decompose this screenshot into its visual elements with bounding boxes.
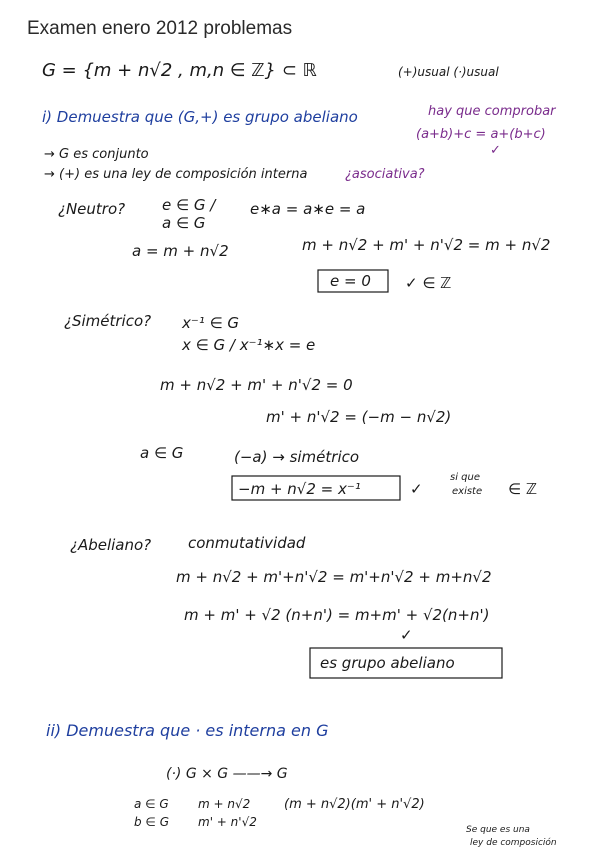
commutativity-check: ✓ (400, 626, 413, 644)
neutral-question: ¿Neutro? (58, 200, 126, 218)
symmetric-result: −m + n√2 = x⁻¹ (238, 480, 361, 498)
abelian-question: ¿Abeliano? (70, 536, 152, 554)
operation-map: (·) G × G ——→ G (166, 766, 288, 782)
commutativity-equation-2: m + m' + √2 (n+n') = m+m' + √2(n+n') (184, 606, 490, 624)
commutativity-equation-1: m + n√2 + m'+n'√2 = m'+n'√2 + m+n√2 (176, 568, 492, 586)
neutral-condition-1: e ∈ G / (162, 196, 216, 214)
neutral-result: e = 0 (330, 272, 371, 290)
symmetric-in-z: ∈ ℤ (508, 480, 538, 498)
sum-equation: m + n√2 + m' + n'√2 = m + n√2 (302, 236, 551, 254)
neutral-in-z: ✓ ∈ ℤ (405, 274, 452, 292)
a-expression: m + n√2 (198, 797, 251, 811)
symmetric-equation-2: m' + n'√2 = (−m − n√2) (266, 408, 452, 426)
operations-note: (+)usual (·)usual (398, 65, 499, 79)
side-note-4: ley de composición (470, 838, 557, 848)
side-note-3: Se que es una (466, 825, 530, 835)
point-set: → G es conjunto (44, 147, 149, 162)
point-internal-law: → (+) es una ley de composición interna (44, 167, 308, 182)
a-in-g-2: a ∈ G (134, 797, 169, 811)
associativity-question: ¿asociativa? (345, 167, 425, 182)
check-mark: ✓ (490, 143, 501, 158)
page-title: Examen enero 2012 problemas (27, 18, 293, 39)
symmetric-note: (−a) → simétrico (234, 448, 360, 466)
symmetric-condition-2: x ∈ G / x⁻¹∗x = e (182, 336, 316, 354)
symmetric-question: ¿Simétrico? (64, 312, 152, 330)
neutral-condition-2: a ∈ G (162, 214, 206, 232)
associativity-check: (a+b)+c = a+(b+c) (416, 127, 546, 142)
neutral-equation: e∗a = a∗e = a (250, 200, 366, 218)
product-expression: (m + n√2)(m' + n'√2) (284, 797, 425, 812)
symmetric-condition-1: x⁻¹ ∈ G (182, 314, 240, 332)
a-in-g: a ∈ G (140, 444, 184, 462)
side-note-1: si que (450, 472, 481, 483)
set-definition: G = {m + n√2 , m,n ∈ ℤ} ⊂ ℝ (42, 60, 317, 81)
abelian-result: es grupo abeliano (320, 654, 455, 672)
b-expression: m' + n'√2 (198, 815, 257, 829)
part-ii-statement: ii) Demuestra que · es interna en G (46, 721, 329, 740)
symmetric-equation-1: m + n√2 + m' + n'√2 = 0 (160, 376, 353, 394)
a-definition: a = m + n√2 (132, 242, 229, 260)
part-i-statement: i) Demuestra que (G,+) es grupo abeliano (42, 108, 358, 126)
b-in-g: b ∈ G (134, 815, 169, 829)
check-note: hay que comprobar (428, 104, 556, 119)
commutativity-label: conmutatividad (188, 534, 306, 552)
symmetric-check: ✓ (410, 480, 423, 498)
side-note-2: existe (452, 486, 483, 497)
